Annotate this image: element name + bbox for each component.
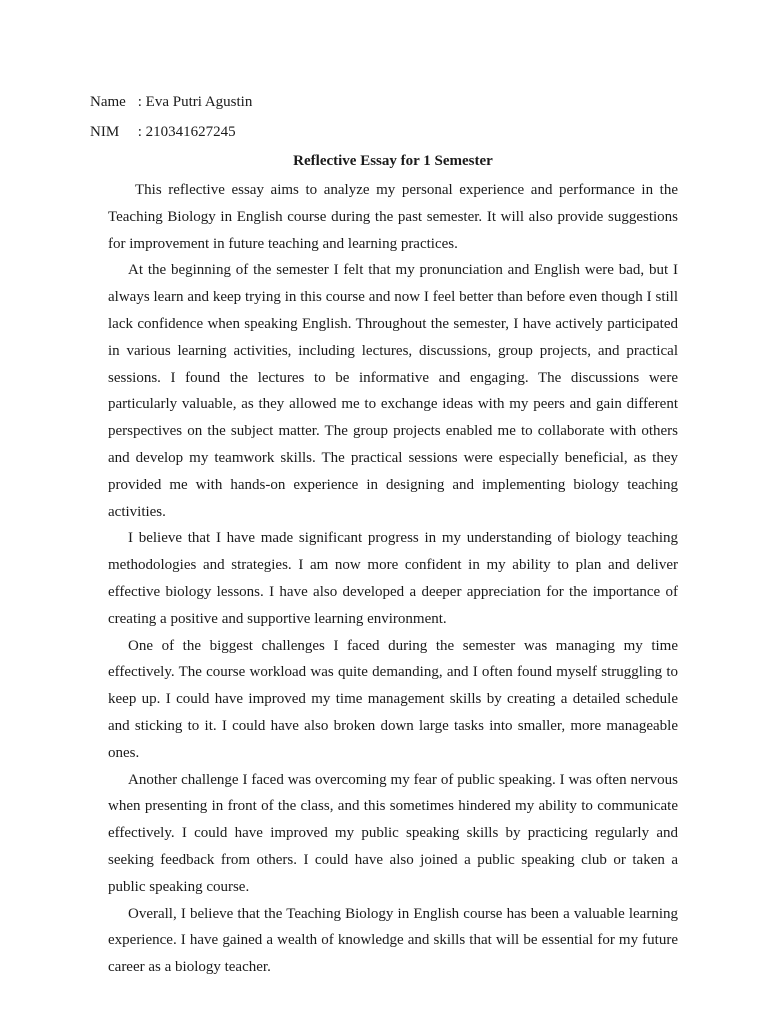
paragraph-experience: At the beginning of the semester I felt that my pronunciation and English were bad, but I always learn and keep trying in this course and now I feel better than before even though I still lack confidence when speaking English. Throughout the semester, I have actively participated in various learning activities, including lectures, discussions, group projects, and practical sessions. I found the lectures to be informative and engaging. The discussions were particularly valuable, as they allowed me to exchange ideas with my peers and gain different perspectives on the subject matter. The group projects enabled me to collaborate with others and develop my teamwork skills. The practical sessions were especially beneficial, as they provided me with hands-on experience in designing and implementing biology teaching activities. [108, 262, 678, 520]
paragraph-time-management: One of the biggest challenges I faced during the semester was managing my time effectively. The course workload was quite demanding, and I often found myself struggling to keep up. I could have improved my time management skills by creating a detailed schedule and sticking to it. I could have also broken down large tasks into smaller, more manageable ones. [108, 637, 678, 761]
name-value: : Eva Putri Agustin [137, 94, 253, 110]
name-label: Name [90, 94, 126, 110]
name-line [90, 92, 252, 112]
nim-label: NIM [90, 124, 120, 140]
paragraph-public-speaking: Another challenge I faced was overcoming my fear of public speaking. I was often nervous when presenting in front of the class, and this sometimes hindered my ability to communicate effectively. I could have improved my public speaking skills by practicing regularly and seeking feedback from others. I could have also joined a public speaking club or taken a public speaking course. [108, 771, 678, 895]
nim-value: : 210341627245 [137, 124, 236, 140]
essay-body [108, 177, 678, 981]
essay-title: Reflective Essay for 1 Semester [293, 153, 493, 169]
nim-line [90, 122, 236, 142]
paragraph-introduction: This reflective essay aims to analyze my personal experience and performance in the Teaching Biology in English course during the past semester. It will also provide suggestions for improvement in future teaching and learning practices. [108, 182, 678, 252]
paragraph-conclusion: Overall, I believe that the Teaching Biology in English course has been a valuable learning experience. I have gained a wealth of knowledge and skills that will be essential for my future career as a biology teacher. [108, 905, 678, 976]
paragraph-progress: I believe that I have made significant progress in my understanding of biology teaching methodologies and strategies. I am now more confident in my ability to plan and deliver effective biology lessons. I have also developed a deeper appreciation for the importance of creating a positive and supportive learning environment. [108, 530, 678, 627]
